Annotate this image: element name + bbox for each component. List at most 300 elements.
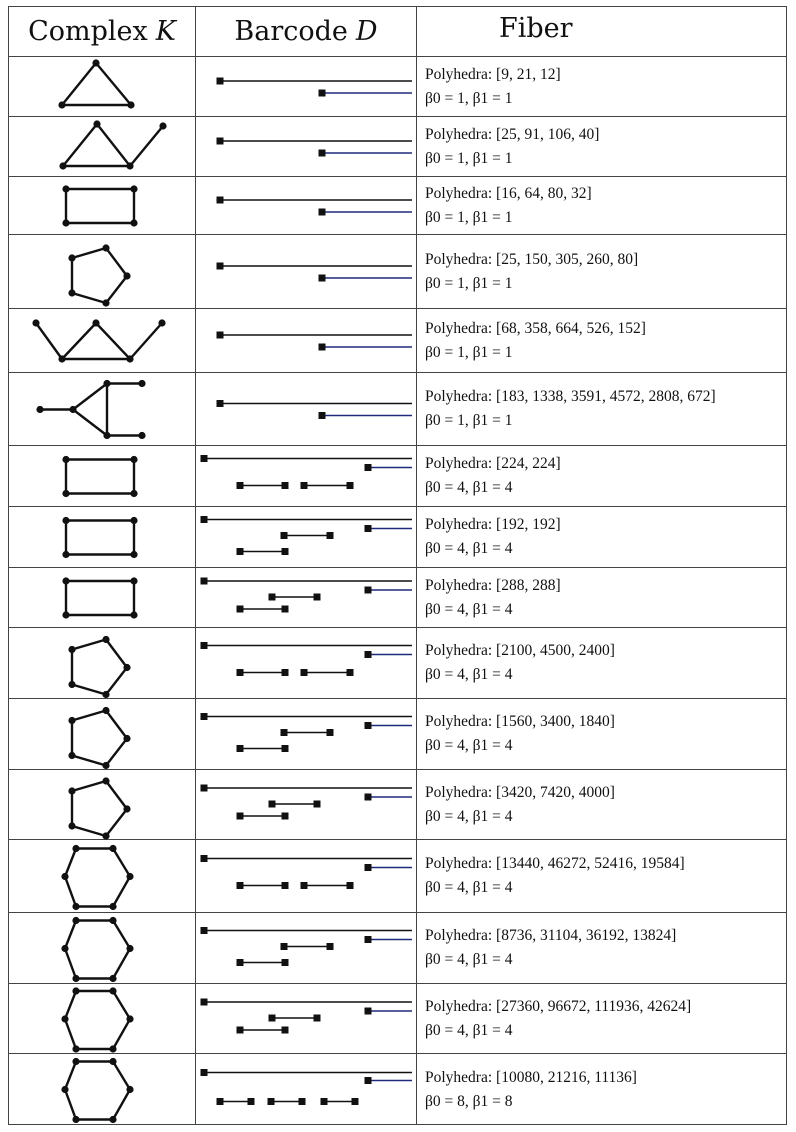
table-row [9,984,786,1054]
graph-vertex [123,735,130,742]
barcode-diagram [217,400,413,419]
graph-vertex [102,244,109,251]
complex-graph [9,699,195,769]
betti-numbers: β0 = 4, β1 = 4 [425,1021,513,1039]
table-row [9,507,786,568]
polyhedra-counts: Polyhedra: [68, 358, 664, 526, 152] [425,319,646,337]
barcode-plot [196,309,416,372]
barcode-endpoint [237,745,244,752]
graph-edge [65,949,76,979]
polyhedra-counts: Polyhedra: [16, 64, 80, 32] [425,184,592,202]
graph-vertex [123,272,130,279]
betti-numbers: β0 = 4, β1 = 4 [425,951,513,968]
barcode-plot [196,117,416,176]
barcode-endpoint [269,1015,276,1022]
complex-graph [9,840,195,912]
complex-cell [9,177,195,234]
fiber-cell [417,446,786,506]
barcode-endpoint [301,882,308,889]
graph-edge [113,949,130,979]
barcode-plot [196,373,416,445]
barcode-endpoint [217,197,224,204]
fiber-cell [417,117,786,176]
barcode-endpoint [201,642,208,649]
barcode-endpoint [347,482,354,489]
barcode-cell [196,309,416,372]
graph-edge [65,1019,76,1049]
header-fiber-label: Fiber [499,13,573,44]
table-row [9,177,786,235]
barcode-endpoint [201,516,208,523]
betti-numbers: β0 = 4, β1 = 4 [425,879,513,896]
barcode-endpoint [201,999,208,1006]
graph-edge [106,668,127,695]
fiber-cell [417,177,786,234]
graph-vertex [109,1058,116,1065]
barcode-cell [196,446,416,506]
graph-edge [106,248,127,276]
barcode-plot [196,984,416,1053]
barcode-endpoint [365,464,372,471]
graph-vertex [62,219,69,226]
graph-vertex [138,380,145,387]
graph-vertex [68,752,75,759]
barcode-endpoint [365,722,372,729]
graph-vertex [102,299,109,306]
table-row [9,235,786,309]
fiber-cell [417,568,786,627]
barcode-cell [196,235,416,308]
graph-edge [106,276,127,303]
graph-vertex [103,380,110,387]
barcode-endpoint [365,864,372,871]
fiber-cell [417,628,786,698]
table-row [9,770,786,840]
graph-vertex [92,59,99,66]
barcode-endpoint [347,882,354,889]
graph-edge [65,921,76,949]
barcode-endpoint [217,400,224,407]
barcode-plot [196,840,416,912]
header-fiber [417,7,786,57]
barcode-endpoint [319,150,326,157]
betti-numbers: β0 = 1, β1 = 1 [425,343,513,361]
graph-edge [113,849,130,877]
header-complex [9,7,195,57]
complex-graph [9,309,195,372]
complex-graph [9,568,195,627]
graph-vertex [126,1086,133,1093]
graph-edge [65,849,76,877]
barcode-endpoint [282,1027,289,1034]
graph-vertex [109,1045,116,1052]
polyhedra-counts: Polyhedra: [9, 21, 12] [425,65,561,83]
betti-numbers: β0 = 4, β1 = 4 [425,807,513,825]
barcode-endpoint [201,455,208,462]
betti-numbers: β0 = 4, β1 = 4 [425,479,513,496]
graph-edge [36,323,62,359]
table-row [9,57,786,117]
graph-vertex [68,717,75,724]
header-barcode-label: Barcode [234,16,348,47]
table-row [9,699,786,770]
barcode-cell [196,628,416,698]
barcode-endpoint [314,1015,321,1022]
graph-vertex [103,432,110,439]
graph-vertex [72,903,79,910]
graph-vertex [123,664,130,671]
fiber-cell [417,984,786,1053]
barcode-diagram [201,713,413,752]
betti-numbers: β0 = 1, β1 = 1 [425,89,513,107]
graph-edge [65,991,76,1019]
barcode-endpoint [365,794,372,801]
barcode-diagram [217,197,413,216]
graph-vertex [123,805,130,812]
graph-vertex [36,406,43,413]
barcode-endpoint [301,669,308,676]
complex-cell [9,1054,195,1125]
complex-graph [9,628,195,698]
fiber-cell [417,840,786,912]
graph-edge [62,323,96,359]
barcode-diagram [217,263,413,282]
barcode-endpoint [269,801,276,808]
barcode-plot [196,568,416,627]
barcode-endpoint [319,412,326,419]
graph-edge [113,1062,130,1090]
fiber-cell [417,309,786,372]
graph-edge [113,1019,130,1049]
graph-vertex [130,551,137,558]
graph-vertex [72,1116,79,1123]
graph-edge [113,1090,130,1120]
barcode-endpoint [321,1098,328,1105]
barcode-cell [196,840,416,912]
barcode-cell [196,1054,416,1125]
graph-edge [72,640,106,650]
barcode-diagram [217,138,413,157]
graph-vertex [62,551,69,558]
graph-vertex [61,945,68,952]
polyhedra-counts: Polyhedra: [183, 1338, 3591, 4572, 2808, 672] [425,388,716,405]
graph-vertex [68,646,75,653]
betti-numbers: β0 = 4, β1 = 4 [425,600,513,618]
table-row [9,1054,786,1125]
graph-vertex [68,289,75,296]
barcode-endpoint [365,1008,372,1015]
complex-cell [9,699,195,769]
barcode-endpoint [282,482,289,489]
barcode-endpoint [237,669,244,676]
barcode-endpoint [327,943,334,950]
polyhedra-counts: Polyhedra: [10080, 21216, 11136] [425,1068,637,1086]
barcode-endpoint [201,1069,208,1076]
barcode-endpoint [217,263,224,270]
complex-cell [9,57,195,116]
barcode-diagram [201,999,413,1034]
graph-edge [72,685,106,695]
barcode-endpoint [282,548,289,555]
barcode-endpoint [365,1077,372,1084]
fiber-cell [417,507,786,567]
complex-cell [9,770,195,839]
barcode-cell [196,913,416,983]
barcode-diagram [201,1069,413,1105]
graph-vertex [138,432,145,439]
graph-vertex [61,1086,68,1093]
graph-edge [72,781,106,791]
barcode-plot [196,628,416,698]
graph-edge [106,739,127,766]
graph-vertex [109,987,116,994]
graph-vertex [102,707,109,714]
graph-vertex [102,636,109,643]
graph-vertex [109,845,116,852]
graph-vertex [32,319,39,326]
complex-graph [9,57,195,116]
graph-vertex [127,101,134,108]
barcode-endpoint [237,482,244,489]
graph-vertex [72,1058,79,1065]
table-row [9,373,786,446]
graph-vertex [72,987,79,994]
fiber-cell [417,1054,786,1125]
polyhedra-counts: Polyhedra: [288, 288] [425,576,561,594]
barcode-plot [196,57,416,116]
barcode-endpoint [301,482,308,489]
graph-vertex [130,490,137,497]
barcode-endpoint [217,138,224,145]
barcode-plot [196,699,416,769]
complex-cell [9,984,195,1053]
table-row [9,568,786,628]
graph-edge [65,1090,76,1120]
polyhedra-counts: Polyhedra: [25, 150, 305, 260, 80] [425,250,639,268]
graph-vertex [72,975,79,982]
graph-vertex [159,122,166,129]
barcode-diagram [201,578,413,613]
column-divider [195,7,196,1124]
header-barcode [196,7,416,57]
table-row [9,309,786,373]
barcode-plot [196,235,416,308]
betti-numbers: β0 = 1, β1 = 1 [425,274,513,292]
graph-edge [65,1062,76,1090]
graph-vertex [72,917,79,924]
complex-cell [9,568,195,627]
polyhedra-counts: Polyhedra: [3420, 7420, 4000] [425,783,615,801]
fiber-cell [417,373,786,445]
barcode-endpoint [319,344,326,351]
table-row [9,913,786,984]
complex-graph [9,984,195,1053]
barcode-diagram [217,332,413,351]
betti-numbers: β0 = 1, β1 = 1 [425,208,513,226]
graph-vertex [68,822,75,829]
table-row [9,446,786,507]
graph-edge [72,756,106,766]
header-barcode-var: D [355,16,378,47]
barcode-endpoint [248,1098,255,1105]
complex-graph [9,913,195,983]
polyhedra-counts: Polyhedra: [27360, 96672, 111936, 42624] [425,997,692,1015]
betti-numbers: β0 = 1, β1 = 1 [425,149,513,167]
barcode-endpoint [217,78,224,85]
graph-vertex [102,777,109,784]
graph-edge [130,126,163,166]
barcode-endpoint [269,594,276,601]
graph-vertex [102,762,109,769]
table-row [9,840,786,913]
graph-vertex [126,355,133,362]
graph-edge [130,323,162,359]
barcode-endpoint [282,669,289,676]
barcode-cell [196,177,416,234]
complex-graph [9,177,195,234]
graph-edge [113,921,130,949]
complex-cell [9,628,195,698]
barcode-endpoint [268,1098,275,1105]
graph-edge [72,248,106,258]
graph-vertex [109,903,116,910]
barcode-endpoint [282,606,289,613]
barcode-cell [196,373,416,445]
barcode-diagram [201,855,413,889]
barcode-endpoint [299,1098,306,1105]
barcode-endpoint [365,651,372,658]
graph-edge [62,63,96,105]
barcode-plot [196,913,416,983]
complex-graph [9,1054,195,1125]
barcode-endpoint [237,959,244,966]
graph-vertex [130,517,137,524]
barcode-cell [196,117,416,176]
barcode-endpoint [237,882,244,889]
graph-vertex [109,1116,116,1123]
betti-numbers: β0 = 4, β1 = 4 [425,737,513,754]
polyhedra-counts: Polyhedra: [224, 224] [425,455,561,472]
barcode-diagram [217,78,413,97]
barcode-endpoint [201,578,208,585]
barcode-endpoint [327,532,334,539]
graph-vertex [126,1015,133,1022]
graph-vertex [130,185,137,192]
graph-vertex [102,691,109,698]
barcode-diagram [201,642,413,676]
graph-vertex [69,406,76,413]
barcode-endpoint [365,936,372,943]
graph-vertex [61,1015,68,1022]
polyhedra-counts: Polyhedra: [8736, 31104, 36192, 13824] [425,927,677,944]
graph-edge [65,877,76,907]
graph-edge [113,991,130,1019]
header-complex-var: K [155,16,176,47]
graph-edge [72,293,106,303]
complex-graph [9,507,195,567]
graph-edge [96,323,130,359]
graph-edge [73,384,107,410]
complex-cell [9,235,195,308]
barcode-endpoint [365,525,372,532]
barcode-plot [196,770,416,839]
betti-numbers: β0 = 4, β1 = 4 [425,540,513,557]
polyhedra-counts: Polyhedra: [1560, 3400, 1840] [425,713,615,730]
complex-graph [9,770,195,839]
complex-graph [9,235,195,308]
barcode-endpoint [201,927,208,934]
barcode-endpoint [365,587,372,594]
complex-cell [9,913,195,983]
barcode-cell [196,984,416,1053]
barcode-cell [196,568,416,627]
graph-edge [97,124,130,166]
graph-vertex [68,681,75,688]
barcode-endpoint [347,669,354,676]
barcode-endpoint [327,729,334,736]
graph-vertex [109,917,116,924]
barcode-endpoint [237,1027,244,1034]
barcode-endpoint [282,882,289,889]
graph-vertex [68,787,75,794]
barcode-endpoint [201,713,208,720]
graph-vertex [62,185,69,192]
complex-cell [9,446,195,506]
polyhedra-counts: Polyhedra: [13440, 46272, 52416, 19584] [425,855,685,872]
complex-cell [9,373,195,445]
barcode-cell [196,507,416,567]
barcode-endpoint [319,209,326,216]
graph-vertex [126,873,133,880]
graph-vertex [126,162,133,169]
barcode-endpoint [281,532,288,539]
header-complex-label: Complex [28,16,148,47]
barcode-plot [196,507,416,567]
polyhedra-counts: Polyhedra: [25, 91, 106, 40] [425,125,600,143]
barcode-endpoint [281,943,288,950]
barcode-diagram [201,516,413,555]
barcode-endpoint [282,813,289,820]
graph-vertex [130,219,137,226]
barcode-plot [196,1054,416,1125]
barcode-endpoint [237,813,244,820]
barcode-endpoint [237,548,244,555]
graph-vertex [72,1045,79,1052]
polyhedra-counts: Polyhedra: [2100, 4500, 2400] [425,642,615,659]
barcode-endpoint [237,606,244,613]
barcode-endpoint [217,332,224,339]
graph-vertex [130,611,137,618]
graph-edge [106,711,127,739]
fiber-cell [417,235,786,308]
graph-vertex [102,832,109,839]
barcode-diagram [201,785,413,820]
graph-edge [96,63,131,105]
complex-cell [9,507,195,567]
barcode-endpoint [314,801,321,808]
barcode-endpoint [201,785,208,792]
graph-vertex [130,456,137,463]
graph-vertex [130,577,137,584]
graph-vertex [62,490,69,497]
graph-vertex [126,945,133,952]
betti-numbers: β0 = 1, β1 = 1 [425,412,513,429]
fiber-cell [417,57,786,116]
graph-edge [72,711,106,721]
graph-edge [106,781,127,809]
graph-vertex [58,101,65,108]
barcode-cell [196,770,416,839]
